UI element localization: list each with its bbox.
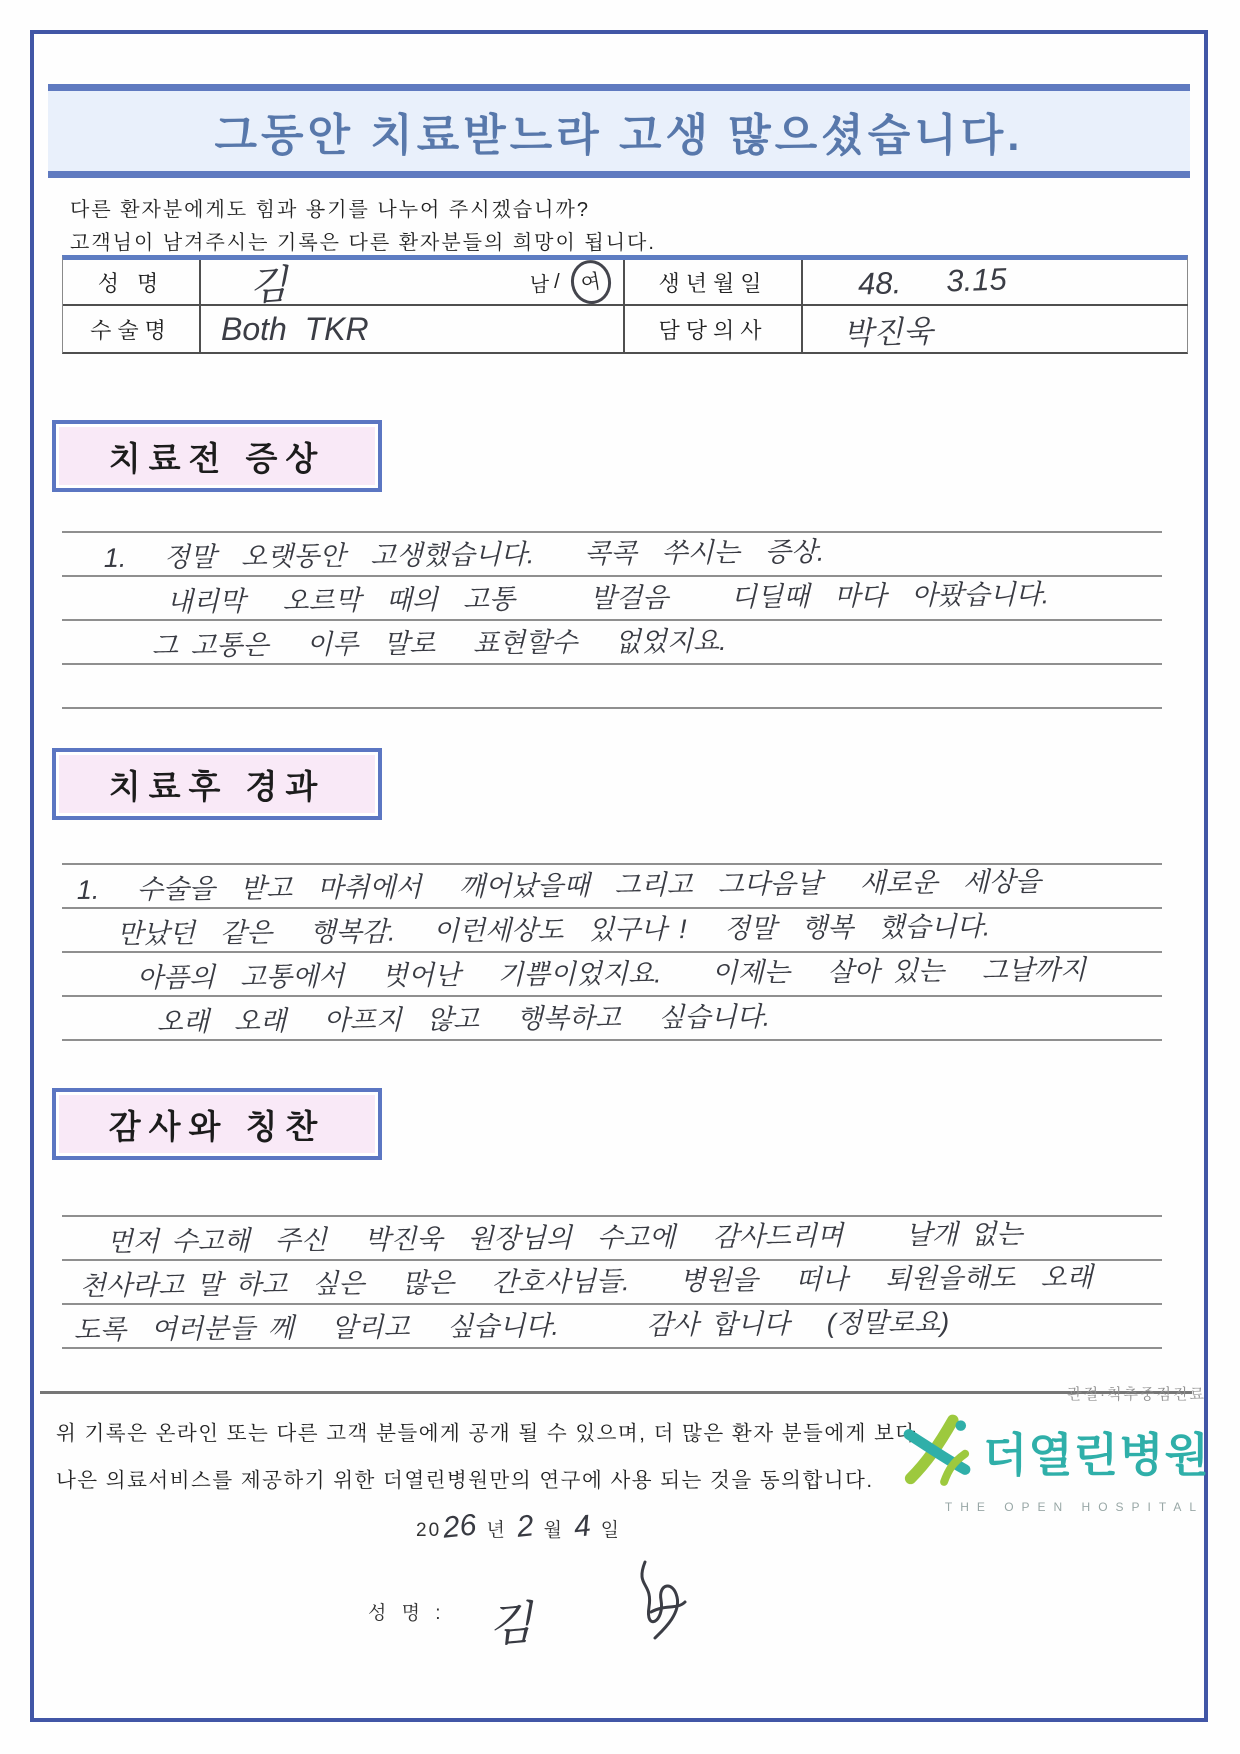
surgery-handwritten: Both TKR [221,310,369,347]
date-year-handwritten: 26 [441,1508,479,1545]
signature-label: 성 명 : [368,1603,446,1624]
ruled-line [62,577,1162,621]
ruled-line [62,953,1162,997]
gender-slash: / [554,270,561,293]
hospital-logo [795,1383,1210,1514]
logo-main-row [795,1408,1210,1496]
form-title: 그동안 치료받느라 고생 많으셨습니다. [214,111,1024,160]
date-month-label: 월 [543,1520,564,1541]
ruled-line [62,1305,1162,1349]
birthdate-handwritten: 48. 3.15 [857,261,1008,302]
handwritten-text: 1. 수술을 받고 마취에서 깨어났을때 그리고 그다음날 새로운 세상을 [76,866,1042,906]
handwritten-text: 1. 정말 오랫동안 고생했습니다. 콕콕 쑤시는 증상. [103,536,825,574]
doctor-handwritten: 박진욱 [842,312,934,352]
intro-line-1: 다른 환자분에게도 힘과 용기를 나누어 주시겠습니까? [70,199,590,221]
handwritten-text: 아픔의 고통에서 벗어난 기쁨이었지요. 이제는 살아 있는 그날까지 [136,954,1087,994]
logo-hospital-name: 더열린병원 [982,1429,1210,1481]
thanks-writing-area [62,1173,1162,1349]
date-year-label: 년 [486,1520,507,1541]
gender-male: 남 [529,273,551,296]
name-handwritten: 김 [248,262,289,309]
consent-line-2: 나은 의료서비스를 제공하기 위한 더열린병원만의 연구에 사용 되는 것을 동의합니다. [56,1469,874,1492]
name-label: 성 명 [63,260,201,306]
date-day-label: 일 [600,1520,621,1541]
signature-name-handwritten: 김 [485,1596,534,1652]
section-title-thanks-and-praise: 감사와 칭찬 [52,1088,382,1160]
gender-options [530,260,611,304]
post-treatment-writing-area [62,821,1162,1041]
pre-treatment-writing-area [62,489,1162,709]
ruled-line [62,1261,1162,1305]
handwritten-text: 먼저 수고해 주신 박진욱 원장님의 수고에 감사드리며 날개 없는 [106,1219,1023,1258]
date-month-handwritten: 2 [515,1509,536,1544]
date-day-handwritten: 4 [572,1509,593,1544]
date-row [408,1510,629,1544]
ruled-line [62,489,1162,533]
date-prefix: 20 [416,1520,442,1541]
intro-text [70,194,656,260]
ruled-line [62,665,1162,709]
logo-tagline: 관절·척추중점진료 [1067,1386,1206,1403]
form-header [48,84,1190,178]
hospital-logo-icon [893,1408,981,1496]
handwritten-text: 오래 오래 아프지 않고 행복하고 싶습니다. [156,1001,771,1038]
surgery-cell [201,306,625,352]
consent-line-1: 위 기록은 온라인 또는 다른 고객 분들에게 공개 될 수 있으며, 더 많은 환자 분들에게 보다 [56,1422,917,1445]
signature-row [368,1588,532,1654]
birthdate-label: 생년월일 [625,260,803,306]
logo-english-name: THE OPEN HOSPITAL [944,1500,1204,1514]
name-cell [201,260,625,309]
handwritten-text: 천사라고 말 하고 싶은 많은 간호사님들. 병원을 떠나 퇴원을해도 오래 [79,1262,1093,1302]
doctor-label: 담당의사 [625,306,803,352]
handwritten-text: 도록 여러분들 께 알리고 싶습니다. 감사 합니다 (정말로요) [73,1307,950,1346]
gender-female-circled: 여 [567,257,614,307]
section-title-post-treatment-progress: 치료후 경과 [52,748,382,820]
signature-scribble [615,1552,715,1647]
ruled-line [62,621,1162,665]
patient-info-table [62,255,1188,354]
doctor-cell [803,306,1188,352]
section-title-pre-treatment-symptoms: 치료전 증상 [52,420,382,492]
handwritten-text: 내리막 오르막 때의 고통 발걸음 디딜때 마다 아팠습니다. [166,579,1050,618]
ruled-line [62,865,1162,909]
intro-line-2: 고객님이 남겨주시는 기록은 다른 환자분들의 희망이 됩니다. [70,232,656,254]
birthdate-cell [803,260,1188,306]
ruled-line [62,997,1162,1041]
surgery-label: 수술명 [63,306,201,352]
handwritten-text: 만났던 같은 행복감. 이런세상도 있구나 ! 정말 행복 했습니다. [116,911,991,950]
handwritten-text: 그 고통은 이루 말로 표현할수 없었지요. [151,625,727,662]
